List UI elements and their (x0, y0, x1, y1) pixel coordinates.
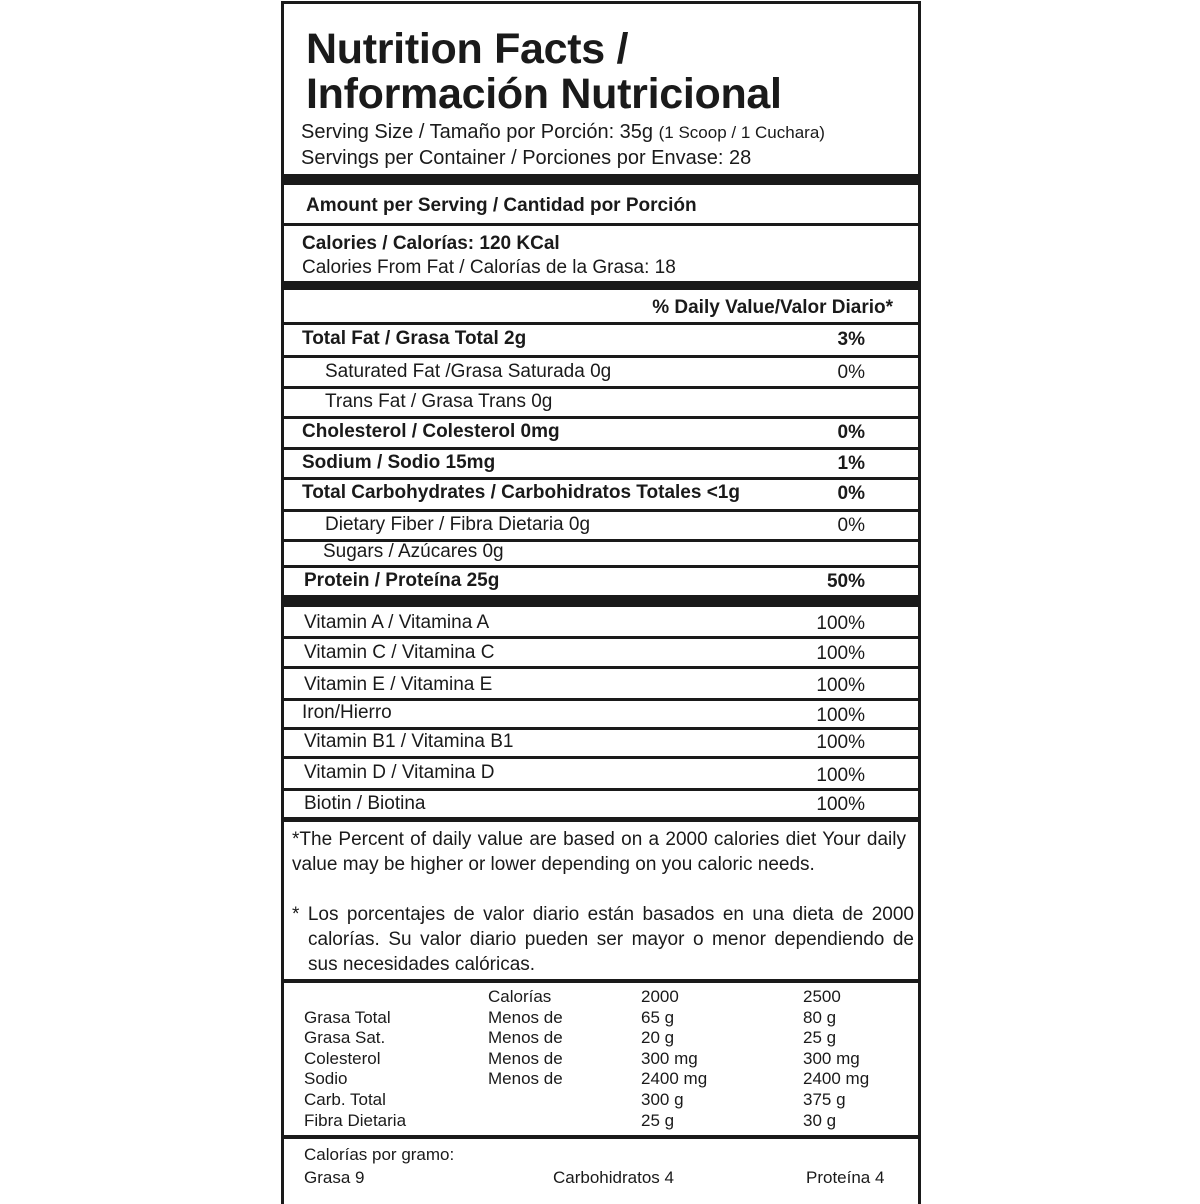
vitamin-row (284, 699, 918, 728)
vitamin-row (284, 728, 918, 757)
vitamin-row (284, 609, 918, 638)
ref-label: Sodio (304, 1069, 348, 1089)
divider (284, 979, 918, 983)
ref-qualifier (488, 1111, 563, 1132)
ref-col2: 25 g (803, 1028, 837, 1048)
nutrient-pct: 0% (837, 362, 865, 383)
ref-header-col1: 2000 (641, 987, 679, 1006)
vitamin-pct: 100% (816, 613, 865, 634)
serving-size-note: (1 Scoop / 1 Cuchara) (658, 123, 825, 142)
nutrient-name: Total Fat / Grasa Total 2g (302, 328, 527, 349)
vitamin-name: Vitamin C / Vitamina C (304, 642, 495, 663)
ref-col2: 300 mg (803, 1048, 860, 1068)
ref-col2: 30 g (803, 1110, 837, 1130)
calories-per-gram-carbs: Carbohidratos 4 (553, 1168, 674, 1187)
nutrient-name: Protein / Proteína 25g (304, 570, 500, 591)
nutrient-row (284, 449, 918, 478)
calories-per-gram-protein: Proteína 4 (806, 1168, 885, 1187)
vitamin-pct: 100% (816, 643, 865, 664)
nutrient-pct: 1% (837, 453, 865, 474)
amount-per-serving: Amount per Serving / Cantidad por Porción (306, 195, 697, 216)
nutrient-pct: 0% (837, 422, 865, 443)
ref-qualifier: Menos de (488, 1069, 563, 1089)
vitamin-pct: 100% (816, 675, 865, 696)
ref-label: Grasa Total (304, 1007, 391, 1027)
vitamin-row (284, 790, 918, 819)
vitamin-pct: 100% (816, 794, 865, 815)
thick-divider (284, 595, 918, 607)
nutrition-label (281, 1, 921, 1204)
ref-header-label (304, 987, 406, 1008)
servings-per-container: Servings per Container / Porciones por Envase: 28 (301, 147, 752, 169)
vitamin-pct: 100% (816, 732, 865, 753)
nutrient-name: Sodium / Sodio 15mg (302, 452, 496, 473)
ref-qualifier: Menos de (488, 1007, 563, 1027)
nutrient-pct: 50% (826, 571, 865, 592)
ref-col1: 300 mg (641, 1048, 698, 1068)
ref-qualifier: Menos de (488, 1048, 563, 1068)
reference-col-2500 (803, 987, 869, 1131)
calories: Calories / Calorías: 120 KCal (302, 233, 560, 254)
thick-divider (284, 174, 918, 185)
serving-size (301, 121, 825, 144)
nutrient-row (284, 418, 918, 447)
ref-label: Grasa Sat. (304, 1028, 386, 1048)
ref-col1: 65 g (641, 1007, 675, 1027)
title-line-1: Nutrition Facts / (306, 25, 629, 73)
vitamin-name: Biotin / Biotina (304, 793, 426, 814)
ref-col1: 20 g (641, 1028, 675, 1048)
calories-from-fat: Calories From Fat / Calorías de la Grasa: 18 (302, 257, 676, 278)
nutrient-pct: 3% (837, 329, 865, 350)
nutrient-row (284, 358, 918, 387)
nutrient-name: Total Carbohydrates / Carbohidratos Totales <1g (302, 482, 740, 503)
ref-label: Colesterol (304, 1048, 381, 1068)
vitamin-row (284, 639, 918, 668)
ref-header-qualifier: Calorías (488, 987, 552, 1006)
vitamin-row (284, 759, 918, 788)
nutrient-row (284, 538, 918, 567)
nutrient-pct: 0% (837, 483, 865, 504)
serving-size-label: Serving Size / Tamaño por Porción: 35g (301, 121, 654, 143)
nutrient-name: Trans Fat / Grasa Trans 0g (325, 391, 553, 412)
nutrient-name: Cholesterol / Colesterol 0mg (302, 421, 560, 442)
vitamin-name: Vitamin E / Vitamina E (304, 674, 493, 695)
ref-header-col2: 2500 (803, 987, 841, 1006)
ref-col1: 300 g (641, 1089, 684, 1109)
daily-value-header: % Daily Value/Valor Diario* (652, 297, 893, 318)
nutrient-name: Sugars / Azúcares 0g (323, 541, 504, 562)
reference-qualifiers (488, 987, 563, 1131)
thick-divider (284, 281, 918, 290)
ref-qualifier: Menos de (488, 1028, 563, 1048)
vitamin-pct: 100% (816, 705, 865, 726)
ref-label: Carb. Total (304, 1089, 386, 1109)
nutrient-row (284, 325, 918, 354)
ref-qualifier (488, 1090, 563, 1111)
nutrient-pct: 0% (837, 515, 865, 536)
ref-col2: 2400 mg (803, 1069, 870, 1089)
vitamin-name: Vitamin D / Vitamina D (304, 762, 495, 783)
divider (284, 1135, 918, 1139)
vitamin-name: Vitamin B1 / Vitamina B1 (304, 731, 514, 752)
nutrient-row (284, 479, 918, 508)
ref-col2: 80 g (803, 1007, 837, 1027)
ref-col2: 375 g (803, 1089, 846, 1109)
ref-col1: 25 g (641, 1110, 675, 1130)
nutrient-name: Saturated Fat /Grasa Saturada 0g (325, 361, 612, 382)
vitamin-row (284, 671, 918, 700)
vitamin-name: Iron/Hierro (302, 702, 392, 723)
divider (284, 666, 918, 669)
ref-col1: 2400 mg (641, 1069, 708, 1089)
nutrient-row (284, 567, 918, 596)
nutrient-name: Dietary Fiber / Fibra Dietaria 0g (325, 514, 591, 535)
footnote-spanish: * Los porcentajes de valor diario están basados en una dieta de 2000 calorías. Su valor diario pueden ser mayor o menor dependiendo de sus necesidades calóricas. (292, 904, 914, 975)
vitamin-name: Vitamin A / Vitamina A (304, 612, 490, 633)
reference-col-2000 (641, 987, 707, 1131)
calories-per-gram-title: Calorías por gramo: (304, 1145, 455, 1164)
calories-per-gram-fat: Grasa 9 (304, 1168, 365, 1187)
title-line-2: Información Nutricional (306, 70, 782, 118)
divider (284, 223, 918, 226)
nutrient-row (284, 511, 918, 540)
footnote-english: *The Percent of daily value are based on a 2000 calories diet Your daily value may be higher or lower depending on you caloric needs. (292, 829, 906, 875)
vitamin-pct: 100% (816, 765, 865, 786)
nutrient-row (284, 388, 918, 417)
ref-label: Fibra Dietaria (304, 1110, 407, 1130)
reference-labels (304, 987, 406, 1131)
divider (284, 817, 918, 822)
